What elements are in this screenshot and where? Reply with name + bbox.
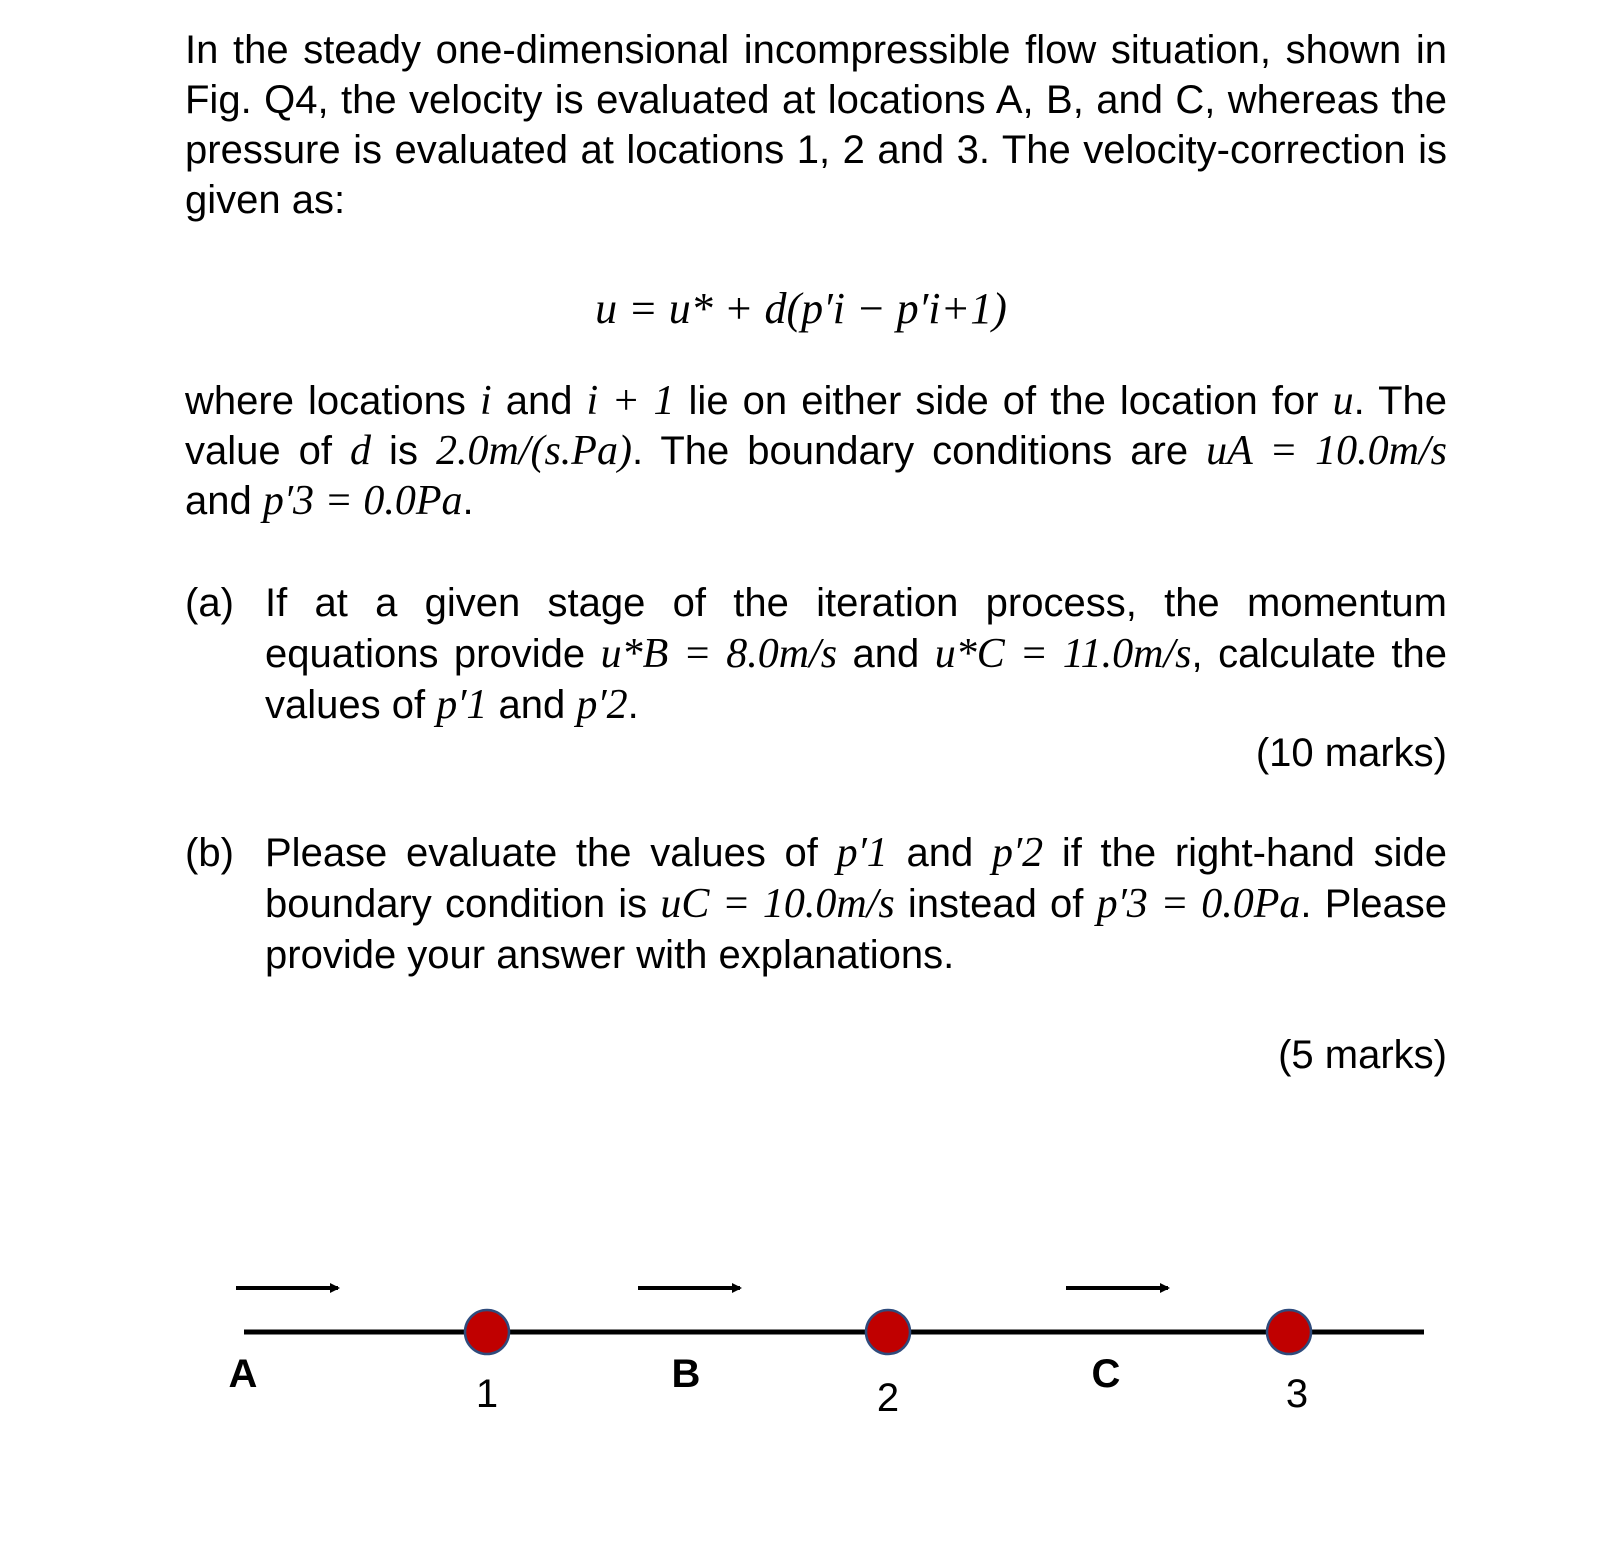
part-a-text-2: and — [837, 632, 935, 676]
where-text-6: . The boundary conditions are — [631, 429, 1207, 473]
part-a-text-1: If at a given stage of the iteration process, the momentum equations provide — [265, 581, 1447, 676]
figure-q4 — [0, 1270, 1602, 1450]
math-i: i — [479, 378, 492, 424]
math-p3-boundary: p′3 = 0.0Pa — [1096, 881, 1301, 927]
where-paragraph — [185, 376, 1447, 526]
math-p1: p′1 — [436, 682, 488, 728]
math-d-value: 2.0m/(s.Pa) — [435, 428, 632, 474]
intro-paragraph — [185, 25, 1447, 225]
math-p3-boundary: p′3 = 0.0Pa — [262, 478, 463, 524]
where-text-4: . The value of — [185, 379, 1447, 473]
label-c: C — [1091, 1352, 1121, 1396]
math-p2: p′2 — [991, 830, 1044, 876]
math-u: u — [1332, 378, 1354, 424]
math-d: d — [350, 428, 372, 474]
label-2: 2 — [876, 1376, 900, 1420]
math-p2: p′2 — [576, 682, 628, 728]
where-text-1: where locations — [185, 379, 480, 423]
label-1: 1 — [475, 1372, 499, 1416]
math-uC-star: u*C = 11.0m/s — [934, 631, 1192, 677]
part-b-text-5: . Please provide your answer with explanations. — [265, 882, 1448, 977]
part-a-label: (a) — [185, 581, 234, 625]
part-b-text-4: instead of — [894, 882, 1097, 926]
part-b — [185, 828, 1447, 981]
label-3: 3 — [1285, 1372, 1309, 1416]
pressure-node-1 — [465, 1310, 509, 1354]
label-a: A — [228, 1352, 258, 1396]
part-a-body — [265, 578, 1447, 731]
part-a — [185, 578, 1447, 731]
part-a-marks: (10 marks) — [1255, 731, 1447, 775]
velocity-correction-equation: u = u* + d(p′i − p′i+1) — [595, 284, 1007, 333]
part-b-label: (b) — [185, 831, 234, 875]
pressure-node-3 — [1267, 1310, 1311, 1354]
math-uB-star: u*B = 8.0m/s — [600, 631, 838, 677]
part-b-marks: (5 marks) — [1278, 1033, 1447, 1077]
part-a-text-5: . — [627, 683, 639, 727]
where-text-5: is — [371, 429, 436, 473]
where-text-8: . — [462, 479, 474, 523]
part-b-text-1: Please evaluate the values of — [265, 831, 837, 875]
part-b-text-3: if the right-hand side boundary condition is — [265, 831, 1448, 926]
pressure-node-2 — [866, 1310, 910, 1354]
part-b-body — [265, 828, 1447, 981]
math-uC-boundary: uC = 10.0m/s — [660, 881, 895, 927]
part-a-text-3: , calculate the values of — [265, 632, 1447, 727]
where-text-3: lie on either side of the location for — [674, 379, 1333, 423]
math-uA-boundary: uA = 10.0m/s — [1206, 428, 1447, 474]
intro-text: In the steady one-dimensional incompressible flow situation, shown in Fig. Q4, the velocity is evaluated at locations A, B, and C, whereas the pressure is evaluated at locations 1, 2 and 3. The velocity-correction is given as: — [185, 28, 1447, 222]
math-i-plus-1: i + 1 — [586, 378, 675, 424]
where-text-7: and — [185, 479, 263, 523]
part-a-text-4: and — [487, 683, 577, 727]
math-p1: p′1 — [836, 830, 888, 876]
label-b: B — [671, 1352, 701, 1396]
where-text-2: and — [491, 379, 587, 423]
part-b-text-2: and — [887, 831, 992, 875]
